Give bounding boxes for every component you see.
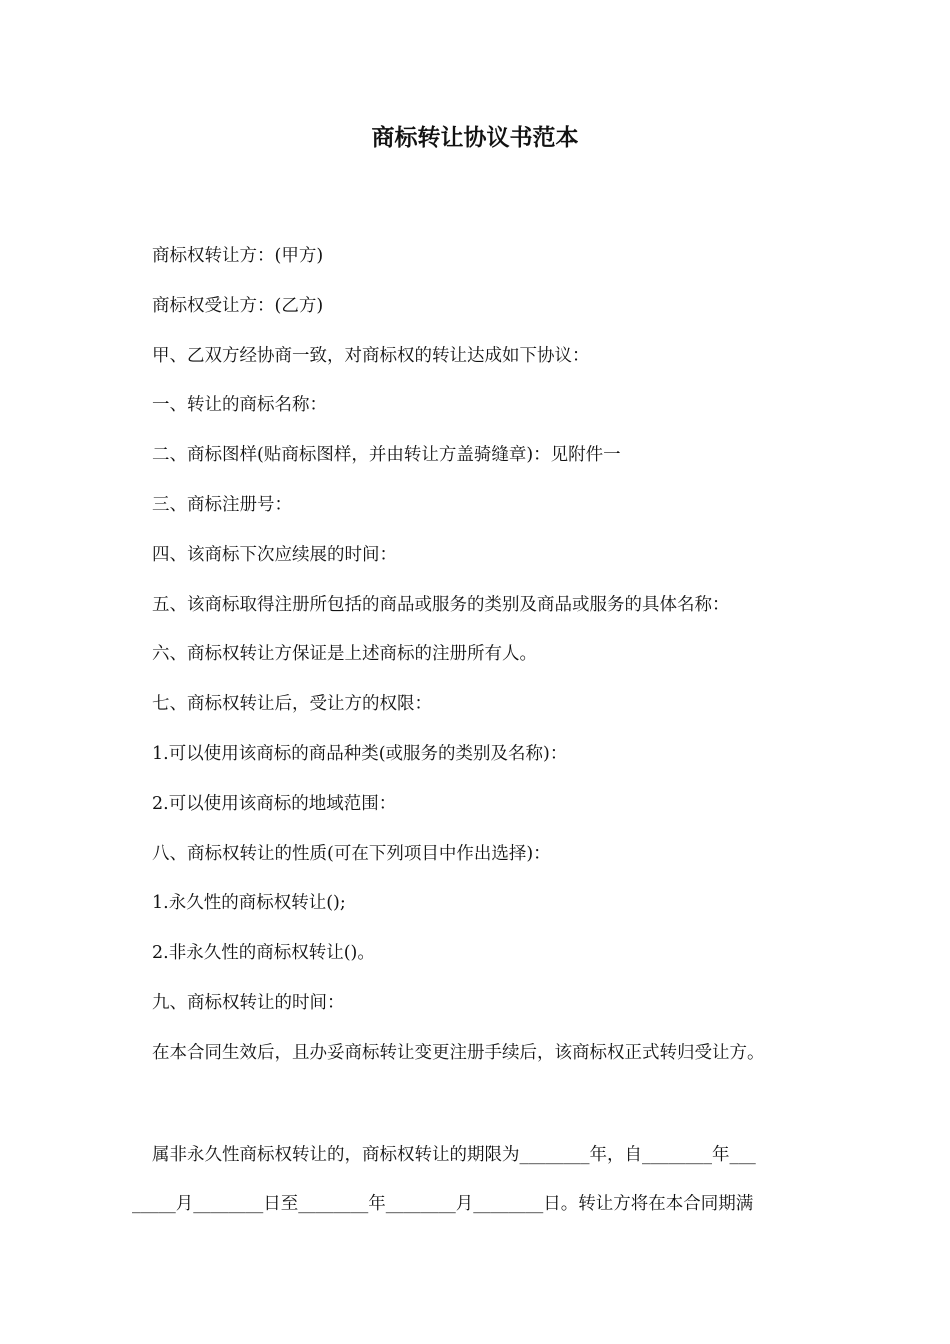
clause-line: 2.可以使用该商标的地域范围： (152, 793, 397, 814)
clause-line: 1.可以使用该商标的商品种类(或服务的类别及名称)： (152, 743, 568, 764)
clause-line: 甲、乙双方经协商一致，对商标权的转让达成如下协议： (152, 345, 590, 366)
clause-line: 九、商标权转让的时间： (152, 992, 345, 1013)
clause-list (152, 238, 852, 1085)
clause-line: 六、商标权转让方保证是上述商标的注册所有人。 (152, 644, 537, 665)
clause-line: 商标权受让方：(乙方) (152, 295, 324, 316)
term-paragraph-line-1: 属非永久性商标权转让的，商标权转让的期限为________年，自________年___ (152, 1145, 756, 1165)
term-paragraph-line-2: _____月________日至________年________月________日。转让方将在本合同期满 (132, 1194, 754, 1214)
clause-line: 二、商标图样(贴商标图样，并由转让方盖骑缝章)：见附件一 (152, 445, 621, 466)
clause-line: 1.永久性的商标权转让(); (152, 893, 346, 914)
clause-line: 八、商标权转让的性质(可在下列项目中作出选择)： (152, 843, 551, 864)
document-title: 商标转让协议书范本 (371, 125, 579, 151)
clause-line: 七、商标权转让后，受让方的权限： (152, 694, 432, 715)
clause-line: 商标权转让方：(甲方) (152, 246, 324, 266)
clause-line: 在本合同生效后，且办妥商标转让变更注册手续后，该商标权正式转归受让方。 (152, 1042, 765, 1063)
clause-line: 四、该商标下次应续展的时间： (152, 544, 397, 565)
clause-line: 2.非永久性的商标权转让()。 (152, 943, 375, 964)
clause-line: 三、商标注册号： (152, 494, 292, 515)
clause-line: 五、该商标取得注册所包括的商品或服务的类别及商品或服务的具体名称： (152, 594, 730, 615)
clause-line: 一、转让的商标名称： (152, 395, 327, 416)
